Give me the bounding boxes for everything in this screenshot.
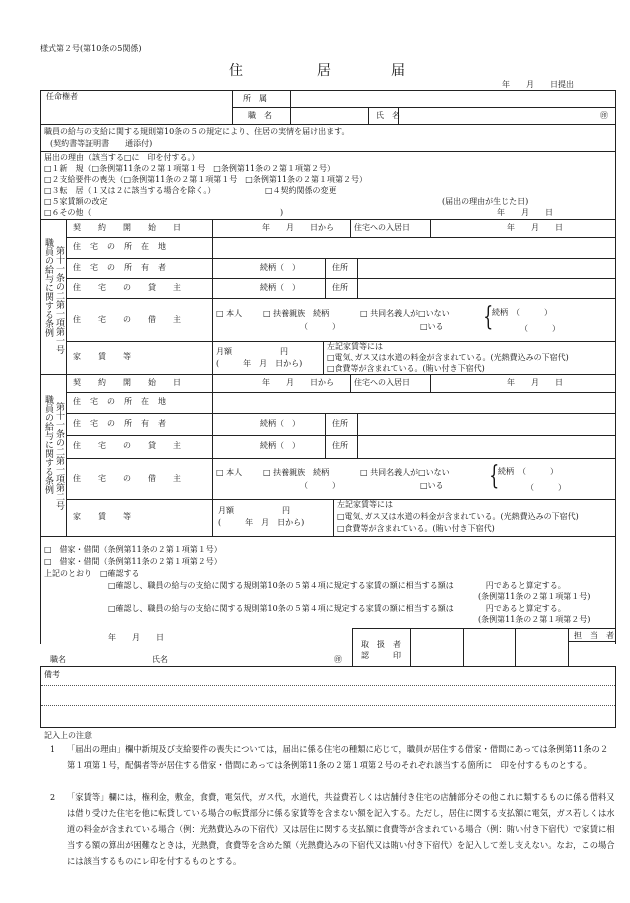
co-owner-relation-a[interactable]: 続柄 （ ）	[498, 467, 558, 476]
confirm-rental-2[interactable]: □ 借家・借間（条例第11条の２第１項第２号）	[44, 557, 222, 566]
confirm-name-label: 氏名	[152, 655, 168, 664]
confirm-seal-mark: ㊞	[334, 655, 342, 664]
lender-label: 住宅の貸主	[73, 441, 198, 450]
notes-heading: 記入上の注意	[44, 731, 92, 740]
borrower-label: 住宅の借主	[73, 474, 198, 483]
occurred-date: 年 月 日	[497, 208, 553, 217]
appointer-label: 任命権者	[46, 92, 78, 101]
confirm-calc-1-article: (条例第11条の２第１項第１号)	[478, 592, 591, 601]
affiliation-label: 所 属	[243, 94, 267, 103]
note-2: 「家賃等」欄には，権利金，敷金，食費，電気代，ガス代，水道代，共益費若しくは店舗付き住宅の店舗部分その他これに類するものに係る借料又は借り受けた住宅を他に転貸している場合の転貸部分に係る家賃等を含まない額を記入する。ただし，居住に関する支払額に電気，ガス若しくは水道の料金が含まれている場合（例：光熱費込みの下宿代）又は居住に関する支払額に食費等が含まれている場合（例：賄い付き下宿代）で家賃に相当する額の算出が困難なときは，光熱費，食費等を含めた額（光熱費込みの下宿代又は賄い付き下宿代）を記入して差し支えない。なお，この場合には該当するものにレ印を付するものとする。	[67, 792, 615, 866]
reason-heading: 届出の理由（該当する□に 印を付する。）	[44, 153, 200, 162]
borrower-self-checkbox[interactable]: □ 本人	[216, 468, 243, 477]
rent-note-heading: 左記家賃等には	[337, 500, 393, 509]
reason-move[interactable]: □３転 居（１又は２に該当する場合を除く。）	[44, 186, 216, 195]
page-title-char-1: 住	[229, 63, 243, 79]
borrower-dependent-checkbox[interactable]: □ 扶養親族 続柄	[263, 468, 330, 477]
section-article-label: 第十一条の二第一項第二号	[54, 402, 64, 510]
handler-seal-label: 認 印	[361, 651, 401, 660]
staff-label: 担 当 者	[574, 631, 614, 640]
dependent-relation-paren: （ ）	[300, 322, 340, 331]
rent-note-meals[interactable]: □食費等が含まれている。(賄い付き下宿代)	[337, 524, 495, 533]
owner-address-label: 住所	[332, 419, 348, 428]
rent-label: 家賃等	[73, 512, 148, 521]
owner-label: 住宅の所有者	[73, 419, 175, 428]
lender-address-label: 住所	[332, 441, 348, 450]
borrower-dependent-checkbox[interactable]: □ 扶養親族 続柄	[263, 309, 330, 318]
borrower-self-checkbox[interactable]: □ 本人	[216, 309, 243, 318]
move-in-label: 住宅への入居日	[354, 223, 410, 232]
handler-label: 取 扱 者	[361, 640, 401, 649]
reason-new[interactable]: □１新 規（□条例第11条の２第１項第１号 □条例第11条の２第１項第２号）	[44, 164, 336, 173]
page-title-char-3: 届	[391, 63, 405, 79]
section-side-label: 職員の給与に関する条例	[43, 395, 53, 494]
monthly-rent[interactable]: 月額 円	[218, 506, 290, 515]
co-owner-some-checkbox[interactable]: □いる	[420, 481, 444, 490]
confirm-date[interactable]: 年 月 日	[108, 633, 164, 642]
rent-note-meals[interactable]: □食費等が含まれている。(賄い付き下宿代)	[327, 364, 485, 373]
intro-text: 職員の給与の支給に関する規則第10条の５の規定により、住居の実情を届け出ます。	[44, 127, 350, 136]
lender-label: 住宅の貸主	[73, 283, 198, 292]
move-in-date[interactable]: 年 月 日	[507, 378, 563, 387]
reason-rent-revision[interactable]: □５家賃額の改定	[44, 197, 108, 206]
contract-start-label: 契約開始日	[73, 223, 198, 232]
page-title-char-2: 居	[317, 63, 331, 79]
owner-label: 住宅の所有者	[73, 263, 175, 272]
brace-icon: {	[483, 302, 494, 332]
position-label: 職 名	[248, 111, 272, 120]
reason-contract-change[interactable]: □４契約関係の変更	[265, 186, 337, 195]
reason-loss[interactable]: □２支給要件の喪失（□条例第11条の２第１項第１号 □条例第11条の２第１項第２号）	[44, 175, 368, 184]
contract-start-date[interactable]: 年 月 日から	[262, 223, 334, 232]
reason-other[interactable]: □６その他（	[44, 208, 92, 217]
brace-icon: {	[489, 461, 500, 491]
lender-address-label: 住所	[332, 283, 348, 292]
seal-mark: ㊞	[600, 111, 608, 120]
co-owner-relation-a[interactable]: 続柄 （ ）	[492, 308, 552, 317]
monthly-rent-from[interactable]: ( 年 月 日から)	[218, 518, 305, 527]
owner-relation[interactable]: 続柄（ ）	[260, 263, 300, 272]
note-2-number: 2	[50, 793, 56, 802]
confirm-rental-1[interactable]: □ 借家・借間（条例第11条の２第１項第１号）	[44, 545, 222, 554]
co-owner-relation-b[interactable]: （ ）	[526, 483, 566, 492]
move-in-label: 住宅への入居日	[354, 378, 410, 387]
move-in-date[interactable]: 年 月 日	[507, 223, 563, 232]
lender-relation[interactable]: 続柄（ ）	[260, 441, 300, 450]
reason-other-close: )	[280, 208, 284, 217]
owner-relation[interactable]: 続柄（ ）	[260, 419, 300, 428]
monthly-rent[interactable]: 月額 円	[216, 347, 288, 356]
confirm-calc-2[interactable]: □確認し、職員の給与の支給に関する規則第10条の５第４項に規定する家賃の額に相当する額は 円であると算定する。	[108, 604, 566, 613]
confirm-calc-2-article: (条例第11条の２第１項第２号)	[478, 615, 591, 624]
contract-start-date[interactable]: 年 月 日から	[262, 378, 334, 387]
dependent-relation-paren: （ ）	[300, 481, 340, 490]
contract-certificate-note: (契約書等証明書 通添付)	[50, 139, 153, 148]
remarks-label: 備考	[44, 670, 60, 679]
lender-relation[interactable]: 続柄（ ）	[260, 283, 300, 292]
note-1-number: 1	[50, 745, 56, 754]
form-number: 様式第２号(第10条の5関係)	[40, 44, 142, 53]
note-1: 「届出の理由」欄中新規及び支給要件の喪失については，届出に係る住宅の種類に応じて，職員が居住する借家・借間にあっては条例第11条の２第１項第１号，配偶者等が居住する借家・借間にあっては条例第11条の２第１項第２号のそれぞれ該当する箇所に 印を付するものとする。	[67, 744, 609, 770]
location-label: 住宅の所在地	[73, 242, 175, 251]
co-owner-none-checkbox[interactable]: □ 共同名義人が□いない	[360, 309, 450, 318]
confirm-as-above[interactable]: 上記のとおり □確認する	[44, 569, 140, 578]
occurred-label: (届出の理由が生じた日)	[442, 197, 529, 206]
section-article-label: 第十一条の二第一項第一号	[54, 246, 64, 354]
confirm-calc-1[interactable]: □確認し、職員の給与の支給に関する規則第10条の５第４項に規定する家賃の額に相当する額は 円であると算定する。	[108, 581, 566, 590]
contract-start-label: 契約開始日	[73, 378, 198, 387]
monthly-rent-from[interactable]: ( 年 月 日から)	[216, 359, 303, 368]
submission-date: 年 月 日提出	[502, 80, 574, 89]
co-owner-relation-b[interactable]: （ ）	[520, 324, 560, 333]
rent-note-utilities[interactable]: □電気､ガス又は水道の料金が含まれている。(光熱費込みの下宿代)	[327, 353, 569, 362]
co-owner-none-checkbox[interactable]: □ 共同名義人が□いない	[360, 468, 450, 477]
rent-note-utilities[interactable]: □電気､ガス又は水道の料金が含まれている。(光熱費込みの下宿代)	[337, 512, 579, 521]
rent-label: 家賃等	[73, 352, 148, 361]
name-label: 氏 名	[376, 111, 400, 120]
section-side-label: 職員の給与に関する条例	[43, 238, 53, 337]
confirm-position-label: 職名	[50, 655, 66, 664]
co-owner-some-checkbox[interactable]: □いる	[420, 322, 444, 331]
location-label: 住宅の所在地	[73, 397, 175, 406]
borrower-label: 住宅の借主	[73, 315, 198, 324]
owner-address-label: 住所	[332, 263, 348, 272]
rent-note-heading: 左記家賃等には	[327, 342, 383, 351]
